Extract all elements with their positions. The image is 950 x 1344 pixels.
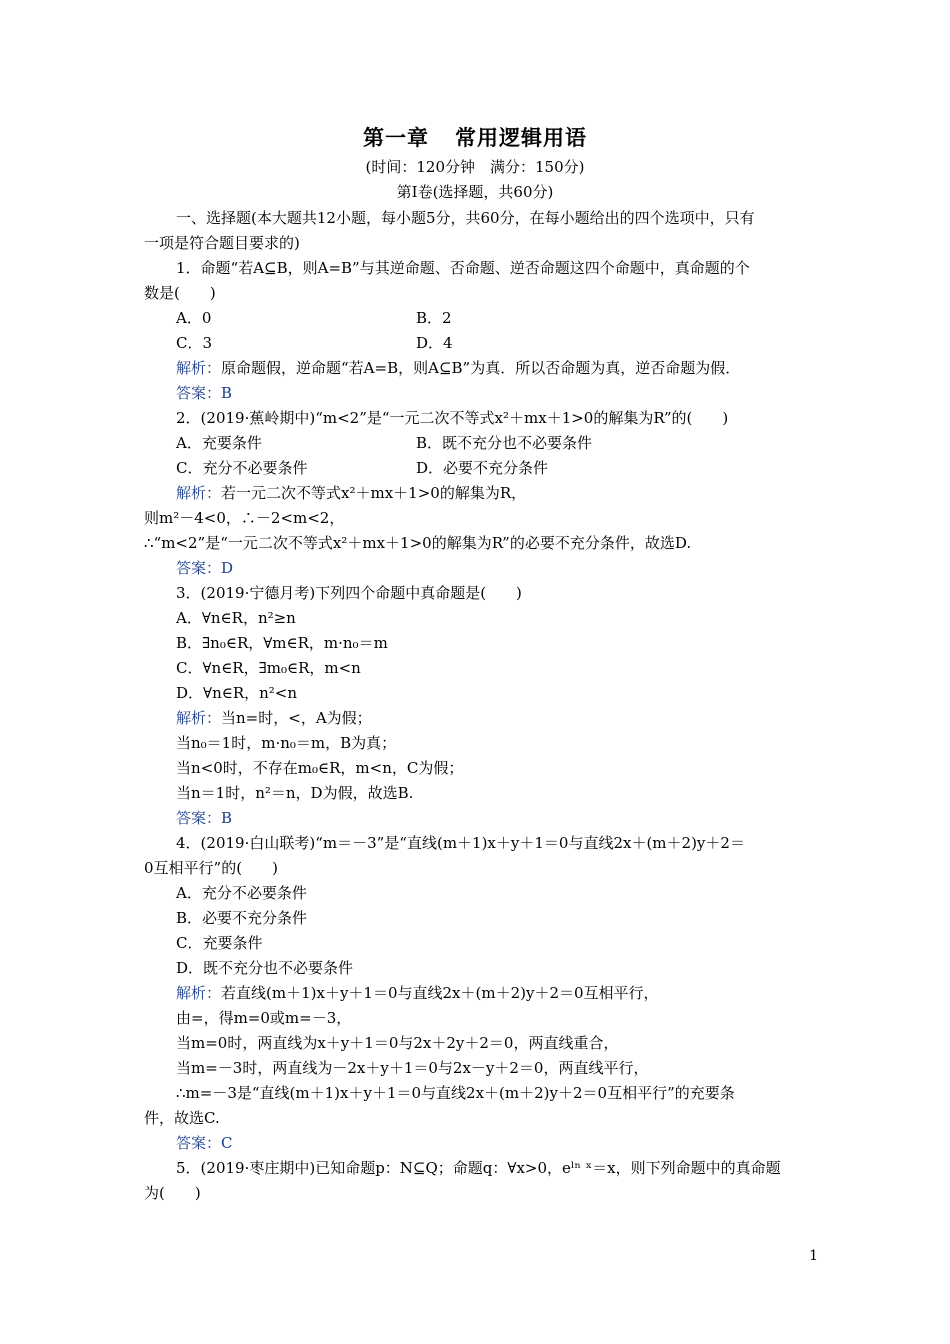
q2-stem-line-1: 2．(2019·蕉岭期中)“m<2”是“一元二次不等式x²＋mx＋1>0的解集为R”的( ): [176, 409, 729, 427]
volume-heading: 第Ⅰ卷(选择题，共60分): [396, 183, 554, 201]
q5-stem-line-2: 为( ): [144, 1184, 201, 1202]
q1-options-row-1: [144, 306, 808, 331]
q2-analysis-text-1: 若一元二次不等式x²＋mx＋1>0的解集为R，: [221, 484, 527, 502]
q2-answer: 答案：D: [176, 559, 234, 577]
q3-analysis: [144, 706, 808, 731]
q1-options-row-2: [144, 331, 808, 356]
q1-option-d: D．4: [416, 334, 453, 352]
q3-analysis-text-3: 当n<0时，不存在m₀∈R，m<n，C为假；: [176, 759, 464, 777]
q3-stem-line-1: 3．(2019·宁德月考)下列四个命题中真命题是( ): [176, 584, 522, 602]
q2-option-b: B．既不充分也不必要条件: [416, 434, 593, 452]
q1-option-a: A．0: [176, 309, 212, 327]
q4-analysis-label: 解析：: [176, 984, 222, 1002]
q3-analysis-text-2: 当n₀＝1时，m·n₀＝m，B为真；: [176, 734, 397, 752]
q2-analysis-text-3: ∴“m<2”是“一元二次不等式x²＋mx＋1>0的解集为R”的必要不充分条件，故选D.: [144, 534, 692, 552]
q2-options-row-2: [144, 456, 808, 481]
q1-analysis-text: 原命题假，逆命题“若A=B，则A⊆B”为真．所以否命题为真，逆否命题为假．: [221, 359, 741, 377]
q2-options-row-1: [144, 431, 808, 456]
chapter-name: 常用逻辑用语: [455, 126, 587, 150]
q1-stem-line-1: 1．命题“若A⊆B，则A=B”与其逆命题、否命题、逆否命题这四个命题中，真命题的个: [176, 259, 750, 277]
q3-analysis-text-4: 当n＝1时，n²＝n，D为假，故选B.: [176, 784, 414, 802]
q1-answer: 答案：B: [176, 384, 233, 402]
q4-option-a: A．充分不必要条件: [176, 884, 307, 902]
q4-option-c: C．充要条件: [176, 934, 263, 952]
q4-option-d: D．既不充分也不必要条件: [176, 959, 354, 977]
q2-option-c: C．充分不必要条件: [176, 459, 308, 477]
q2-analysis-text-2: 则m²－4<0，∴－2<m<2，: [144, 509, 345, 527]
q4-stem-line-2: 0互相平行”的( ): [144, 859, 278, 877]
q1-analysis: [144, 356, 808, 381]
q1-option-c: C．3: [176, 334, 213, 352]
q3-option-a: A．∀n∈R，n²≥n: [176, 609, 296, 627]
q4-analysis-text-5: ∴m=－3是“直线(m＋1)x＋y＋1＝0与直线2x＋(m＋2)y＋2＝0互相平行”的充要条: [176, 1084, 735, 1102]
q4-analysis-text-1: 若直线(m＋1)x＋y＋1＝0与直线2x＋(m＋2)y＋2＝0互相平行，: [221, 984, 659, 1002]
q4-analysis-text-4: 当m=－3时，两直线为－2x＋y＋1＝0与2x－y＋2＝0，两直线平行，: [176, 1059, 649, 1077]
q2-option-a: A．充要条件: [176, 434, 262, 452]
q2-analysis: [144, 481, 808, 506]
section-intro-line-2: 一项是符合题目要求的): [144, 234, 300, 252]
q4-stem-line-1: 4．(2019·白山联考)“m＝－3”是“直线(m＋1)x＋y＋1＝0与直线2x＋(m＋2)y＋2＝: [176, 834, 745, 852]
exam-time-info: (时间：120分钟 满分：150分): [365, 158, 585, 176]
q3-analysis-label: 解析：: [176, 709, 222, 727]
q5-stem-line-1: 5．(2019·枣庄期中)已知命题p：N⊆Q；命题q：∀x>0，eˡⁿ ˣ＝x，则下列命题中的真命题: [176, 1159, 781, 1177]
q4-analysis-text-3: 当m=0时，两直线为x＋y＋1＝0与2x＋2y＋2＝0，两直线重合，: [176, 1034, 619, 1052]
q3-option-d: D．∀n∈R，n²<n: [176, 684, 298, 702]
q1-analysis-label: 解析：: [176, 359, 222, 377]
chapter-number: 第一章: [363, 126, 429, 150]
q3-option-b: B．∃n₀∈R，∀m∈R，m·n₀＝m: [176, 634, 388, 652]
q4-analysis: [144, 981, 808, 1006]
question-content: [144, 206, 808, 1206]
section-intro-line-1: 一、选择题(本大题共12小题，每小题5分，共60分，在每小题给出的四个选项中，只有: [176, 209, 755, 227]
page-number: 1: [809, 1248, 818, 1264]
q4-answer: 答案：C: [176, 1134, 233, 1152]
q3-option-c: C．∀n∈R，∃m₀∈R，m<n: [176, 659, 361, 677]
chapter-title: [0, 122, 950, 152]
q4-analysis-text-2: 由=，得m=0或m=－3，: [176, 1009, 352, 1027]
q2-analysis-label: 解析：: [176, 484, 222, 502]
q3-answer: 答案：B: [176, 809, 233, 827]
q1-option-b: B．2: [416, 309, 452, 327]
q4-option-b: B．必要不充分条件: [176, 909, 308, 927]
q4-analysis-text-6: 件，故选C.: [144, 1109, 220, 1127]
q2-option-d: D．必要不充分条件: [416, 459, 549, 477]
q3-analysis-text-1: 当n=时，<，A为假；: [221, 709, 372, 727]
q1-stem-line-2: 数是( ): [144, 284, 216, 302]
